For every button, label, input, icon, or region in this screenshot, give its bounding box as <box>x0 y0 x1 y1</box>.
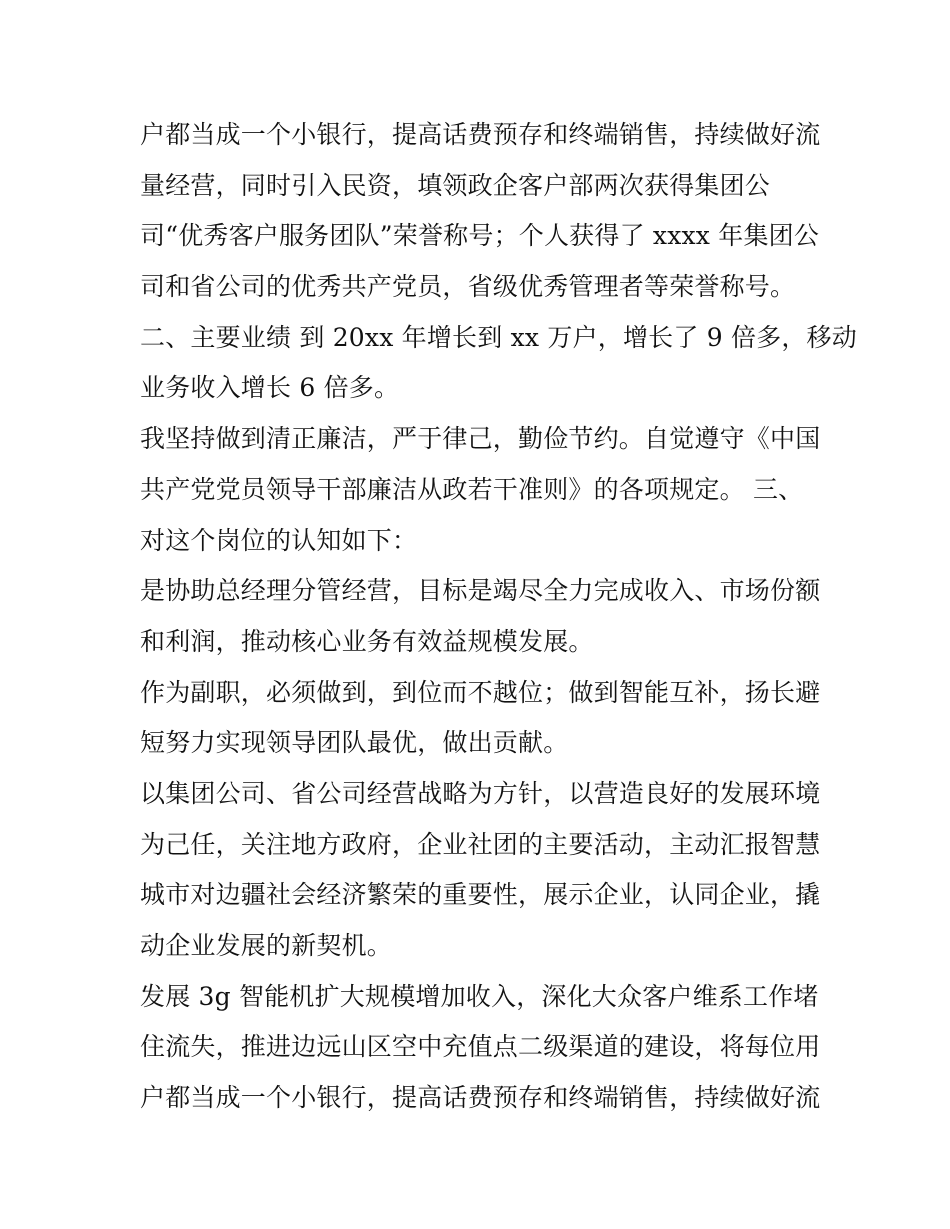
text-line: 户都当成一个小银行，提高话费预存和终端销售，持续做好流 <box>140 1083 821 1113</box>
text-line: 我坚持做到清正廉洁，严于律己，勤俭节约。自觉遵守《中国 <box>140 424 821 454</box>
text-line: 动企业发展的新契机。 <box>140 931 393 960</box>
text-line: 二、主要业绩 到 20xx 年增长到 xx 万户，增长了 9 倍多，移动 <box>140 322 857 352</box>
text-line: 是协助总经理分管经营，目标是竭尽全力完成收入、市场份额 <box>140 576 821 606</box>
document-body <box>140 110 857 1124</box>
text-line: 对这个岗位的认知如下： <box>140 525 418 555</box>
text-line: 量经营，同时引入民资，填领政企客户部两次获得集团公 <box>140 170 771 200</box>
text-line: 为己任，关注地方政府，企业社团的主要活动，主动汇报智慧 <box>140 829 821 859</box>
text-line: 城市对边疆社会经济繁荣的重要性，展示企业，认同企业，撬 <box>140 880 821 910</box>
text-line: 以集团公司、省公司经营战略为方针，以营造良好的发展环境 <box>140 778 821 808</box>
text-line: 和利润，推动核心业务有效益规模发展。 <box>140 626 594 656</box>
text-line: 户都当成一个小银行，提高话费预存和终端销售，持续做好流 <box>140 120 821 149</box>
text-line: 司“优秀客户服务团队”荣誉称号；个人获得了 xxxx 年集团公 <box>140 221 820 251</box>
text-line: 发展 3g 智能机扩大规模增加收入，深化大众客户维系工作堵 <box>140 981 819 1011</box>
text-line: 住流失，推进边远山区空中充值点二级渠道的建设，将每位用 <box>140 1032 821 1062</box>
text-line: 共产党党员领导干部廉洁从政若干准则》的各项规定。 三、 <box>140 474 804 504</box>
text-line: 司和省公司的优秀共产党员，省级优秀管理者等荣誉称号。 <box>140 272 796 302</box>
text-line: 短努力实现领导团队最优，做出贡献。 <box>140 728 569 758</box>
text-line: 作为副职，必须做到，到位而不越位；做到智能互补，扬长避 <box>140 677 821 707</box>
text-line: 业务收入增长 6 倍多。 <box>140 373 400 403</box>
